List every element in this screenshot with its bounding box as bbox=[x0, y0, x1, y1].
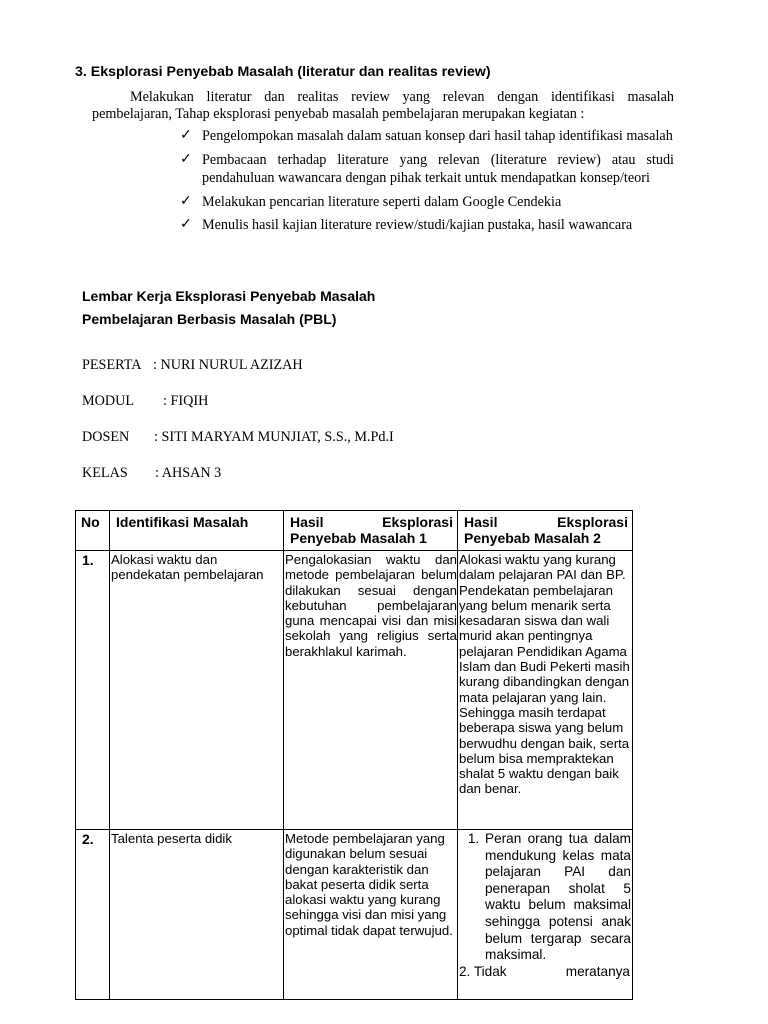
checkmark-icon: ✓ bbox=[180, 217, 192, 232]
header-identifikasi: Identifikasi Masalah bbox=[110, 511, 284, 551]
table-row bbox=[76, 830, 633, 1000]
cell-hasil-1: Metode pembelajaran yang digunakan belum sesuai dengan karakteristik dan bakat peserta didik serta alokasi waktu yang kurang sehingga visi dan misi yang optimal tidak dapat terwujud. bbox=[284, 830, 458, 1000]
cell-hasil-1: Pengalokasian waktu dan metode pembelajaran belum dilakukan sesuai dengan kebutuhan pembelajaran guna mencapai visi dan misi sekolah yang religius serta berakhlakul karimah. bbox=[284, 551, 458, 830]
hasil-2-list bbox=[459, 831, 632, 964]
table-header-row bbox=[76, 511, 633, 551]
intro-paragraph: Melakukan literatur dan realitas review yang relevan dengan identifikasi masalah pembelajaran, Tahap eksplorasi penyebab masalah pembelajaran merupakan kegiatan : bbox=[92, 89, 674, 122]
worksheet-title: Lembar Kerja Eksplorasi Penyebab Masalah bbox=[82, 288, 376, 304]
cell-hasil-2 bbox=[458, 830, 633, 1000]
activity-checklist bbox=[180, 127, 674, 240]
checklist-item: ✓ Menulis hasil kajian literature review/studi/kajian pustaka, hasil wawancara bbox=[180, 217, 633, 233]
checkmark-icon: ✓ bbox=[180, 151, 192, 167]
table-row bbox=[76, 551, 633, 830]
cell-identifikasi: Talenta peserta didik bbox=[110, 830, 284, 1000]
list-item: 1. Peran orang tua dalam mendukung kelas mata pelajaran PAI dan penerapan sholat 5 waktu belum maksimal sehingga potensi anak belum tergarap secara maksimal. bbox=[483, 831, 631, 964]
cell-identifikasi: Alokasi waktu dan pendekatan pembelajaran bbox=[110, 551, 284, 830]
peserta-line: PESERTA : NURI NURUL AZIZAH bbox=[82, 357, 303, 373]
row-number: 2. bbox=[76, 830, 110, 1000]
header-hasil-1: Hasil Eksplorasi Penyebab Masalah 1 bbox=[284, 511, 458, 551]
section-heading: 3. Eksplorasi Penyebab Masalah (literatur dan realitas review) bbox=[75, 64, 491, 80]
kelas-line: KELAS : AHSAN 3 bbox=[82, 465, 222, 481]
cell-hasil-2: Alokasi waktu yang kurang dalam pelajaran PAI dan BP. Pendekatan pembelajaran yang belum menarik serta kesadaran siswa dan wali murid akan pentingnya pelajaran Pendidikan Agama Islam dan Budi Pekerti masih kurang dibandingkan dengan mata pelajaran yang lain. Sehingga masih terdapat beberapa siswa yang belum berwudhu dengan baik, serta belum bisa mempraktekan shalat 5 waktu dengan baik dan benar. bbox=[458, 551, 633, 830]
worksheet-table bbox=[75, 510, 633, 1000]
list-item-2: 2. Tidak meratanya bbox=[459, 963, 630, 979]
header-no: No bbox=[76, 511, 110, 551]
checklist-item: ✓ Pengelompokan masalah dalam satuan konsep dari hasil tahap identifikasi masalah bbox=[180, 128, 673, 144]
checklist-item: ✓ Pembacaan terhadap literature yang relevan (literature review) atau studi pendahuluan wawancara dengan pihak terkait untuk mendapatkan konsep/teori bbox=[180, 151, 674, 186]
dosen-line: DOSEN : SITI MARYAM MUNJIAT, S.S., M.Pd.I bbox=[82, 429, 394, 445]
modul-line: MODUL : FIQIH bbox=[82, 393, 209, 409]
checklist-item: ✓ Melakukan pencarian literature seperti dalam Google Cendekia bbox=[180, 193, 562, 210]
worksheet-subtitle: Pembelajaran Berbasis Masalah (PBL) bbox=[82, 311, 337, 327]
row-number: 1. bbox=[76, 551, 110, 830]
header-hasil-2: Hasil Eksplorasi Penyebab Masalah 2 bbox=[458, 511, 633, 551]
checkmark-icon: ✓ bbox=[180, 193, 192, 209]
checkmark-icon: ✓ bbox=[180, 128, 192, 143]
